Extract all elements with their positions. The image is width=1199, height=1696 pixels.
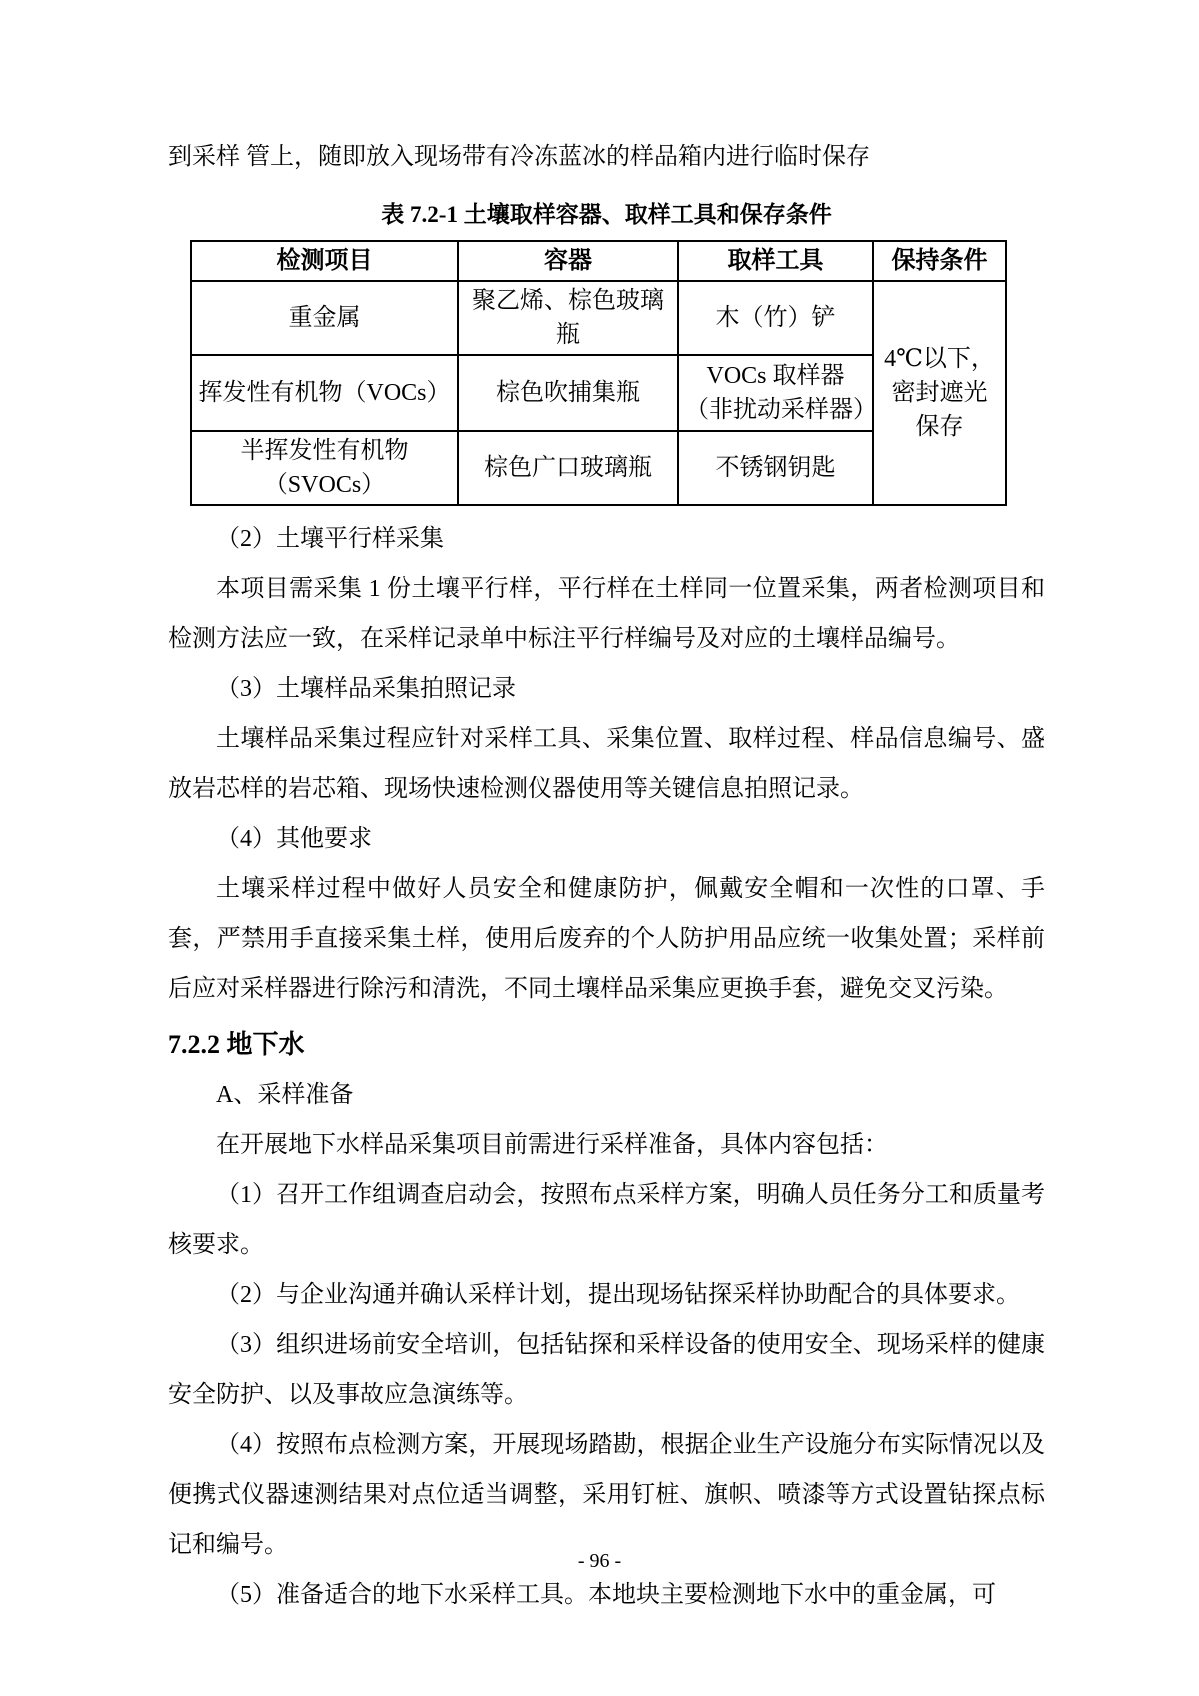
intro-continuation-line: 到采样 管上，随即放入现场带有冷冻蓝冰的样品箱内进行临时保存 <box>168 144 870 170</box>
paragraph-gw-item-5: （5）准备适合的地下水采样工具。本地块主要检测地下水中的重金属，可 <box>216 1582 996 1608</box>
cell-item: 挥发性有机物（VOCs） <box>191 355 458 431</box>
cell-container: 聚乙烯、棕色玻璃瓶 <box>458 281 678 355</box>
paragraph-gw-prep-title: A、采样准备 <box>216 1082 354 1108</box>
paragraph-soil-other-body: 土壤采样过程中做好人员安全和健康防护，佩戴安全帽和一次性的口罩、手套，严禁用手直接采集土样，使用后废弃的个人防护用品应统一收集处置；采样前后应对采样器进行除污和清洗，不同土壤样品采集应更换手套，避免交叉污染。 <box>168 876 1045 1002</box>
cell-item: 半挥发性有机物（SVOCs） <box>191 431 458 505</box>
header-cell-item: 检测项目 <box>191 241 458 281</box>
paragraph-soil-photo-body: 土壤样品采集过程应针对采样工具、采集位置、取样过程、样品信息编号、盛放岩芯样的岩芯箱、现场快速检测仪器使用等关键信息拍照记录。 <box>168 726 1045 802</box>
cell-preserve-condition: 4℃以下，密封遮光保存 <box>873 281 1006 505</box>
paragraph-gw-item-3: （3）组织进场前安全培训，包括钻探和采样设备的使用安全、现场采样的健康安全防护、以及事故应急演练等。 <box>168 1332 1045 1408</box>
paragraph-soil-photo-title: （3）土壤样品采集拍照记录 <box>216 676 516 702</box>
soil-sampling-table <box>190 240 1007 506</box>
paragraph-gw-item-1: （1）召开工作组调查启动会，按照布点采样方案，明确人员任务分工和质量考核要求。 <box>168 1182 1045 1258</box>
page-number: - 96 - <box>577 1550 622 1572</box>
table-row <box>191 281 1006 355</box>
cell-container: 棕色广口玻璃瓶 <box>458 431 678 505</box>
table-caption: 表 7.2-1 土壤取样容器、取样工具和保存条件 <box>381 202 832 227</box>
cell-item: 重金属 <box>191 281 458 355</box>
header-cell-preserve: 保持条件 <box>873 241 1006 281</box>
paragraph-soil-parallel-body: 本项目需采集 1 份土壤平行样，平行样在土样同一位置采集，两者检测项目和检测方法应一致，在采样记录单中标注平行样编号及对应的土壤样品编号。 <box>168 576 1045 652</box>
cell-tool: VOCs 取样器（非扰动采样器） <box>678 355 873 431</box>
header-cell-tool: 取样工具 <box>678 241 873 281</box>
cell-container: 棕色吹捕集瓶 <box>458 355 678 431</box>
paragraph-gw-item-4: （4）按照布点检测方案，开展现场踏勘，根据企业生产设施分布实际情况以及便携式仪器速测结果对点位适当调整，采用钉桩、旗帜、喷漆等方式设置钻探点标记和编号。 <box>168 1432 1045 1558</box>
paragraph-soil-parallel-title: （2）土壤平行样采集 <box>216 526 444 552</box>
header-cell-container: 容器 <box>458 241 678 281</box>
paragraph-gw-item-2: （2）与企业沟通并确认采样计划，提出现场钻探采样协助配合的具体要求。 <box>216 1282 1020 1308</box>
paragraph-gw-prep-intro: 在开展地下水样品采集项目前需进行采样准备，具体内容包括： <box>216 1132 888 1158</box>
cell-tool: 不锈钢钥匙 <box>678 431 873 505</box>
section-heading-groundwater: 7.2.2 地下水 <box>168 1030 305 1059</box>
cell-tool: 木（竹）铲 <box>678 281 873 355</box>
paragraph-soil-other-title: （4）其他要求 <box>216 826 372 852</box>
table-header-row <box>191 241 1006 281</box>
